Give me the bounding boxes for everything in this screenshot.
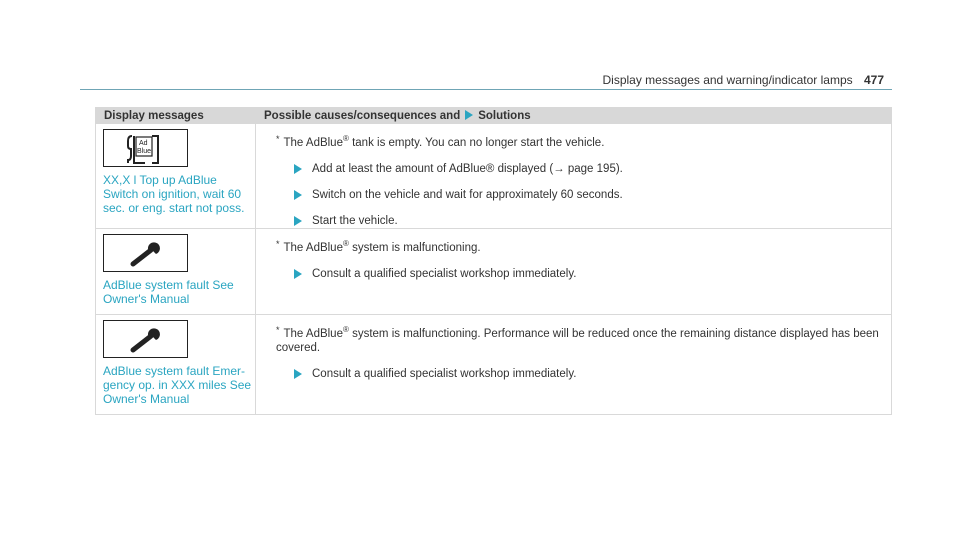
solution-step: Start the vehicle. [294, 214, 881, 228]
table-row [96, 314, 892, 414]
page-number: 477 [863, 73, 884, 87]
cause-cell [256, 314, 892, 414]
table-row [96, 228, 892, 314]
step-arrow-icon [294, 269, 302, 279]
display-messages-table [95, 107, 892, 415]
cause-text: * The AdBlue® system is malfunctioning. Performance will be reduced once the remaining distance displayed has been covered. [276, 324, 879, 354]
display-message: AdBlue system fault See Owner's Manual [103, 277, 234, 306]
cause-cell [256, 228, 892, 314]
message-cell [96, 314, 256, 414]
display-message: AdBlue system fault Emer- gency op. in XXX miles See Owner's Manual [103, 363, 252, 406]
message-cell [96, 124, 256, 229]
step-arrow-icon [294, 216, 302, 226]
display-message: XX,X l Top up AdBlue Switch on ignition, wait 60 sec. or eng. start not poss. [103, 173, 245, 215]
table-header-row [96, 108, 892, 124]
running-header [0, 73, 884, 87]
col-header-solutions-text: Solutions [478, 109, 531, 122]
col-header-causes [256, 108, 892, 124]
message-cell [96, 228, 256, 314]
solution-step: Consult a qualified specialist workshop immediately. [294, 367, 881, 381]
wrench-icon [103, 234, 188, 272]
cause-text: * The AdBlue® system is malfunctioning. [276, 238, 481, 254]
adblue-icon [103, 129, 188, 167]
wrench-icon [103, 320, 188, 358]
solution-step: Consult a qualified specialist workshop immediately. [294, 267, 881, 281]
col-header-causes-text: Possible causes/consequences and [264, 109, 461, 122]
header-rule [80, 89, 892, 90]
solution-step: Add at least the amount of AdBlue® displayed (→ page 195). [294, 162, 881, 176]
table-row [96, 124, 892, 229]
solutions-arrow-icon [465, 110, 473, 120]
cause-cell [256, 124, 892, 229]
step-arrow-icon [294, 164, 302, 174]
cause-text: * The AdBlue® tank is empty. You can no longer start the vehicle. [276, 134, 605, 149]
col-header-messages: Display messages [96, 108, 256, 124]
svg-text:Ad: Ad [139, 140, 148, 147]
step-arrow-icon [294, 369, 302, 379]
svg-text:Blue: Blue [137, 148, 152, 155]
step-arrow-icon [294, 190, 302, 200]
solution-step: Switch on the vehicle and wait for approximately 60 seconds. [294, 188, 881, 202]
header-title: Display messages and warning/indicator lamps [602, 73, 853, 87]
